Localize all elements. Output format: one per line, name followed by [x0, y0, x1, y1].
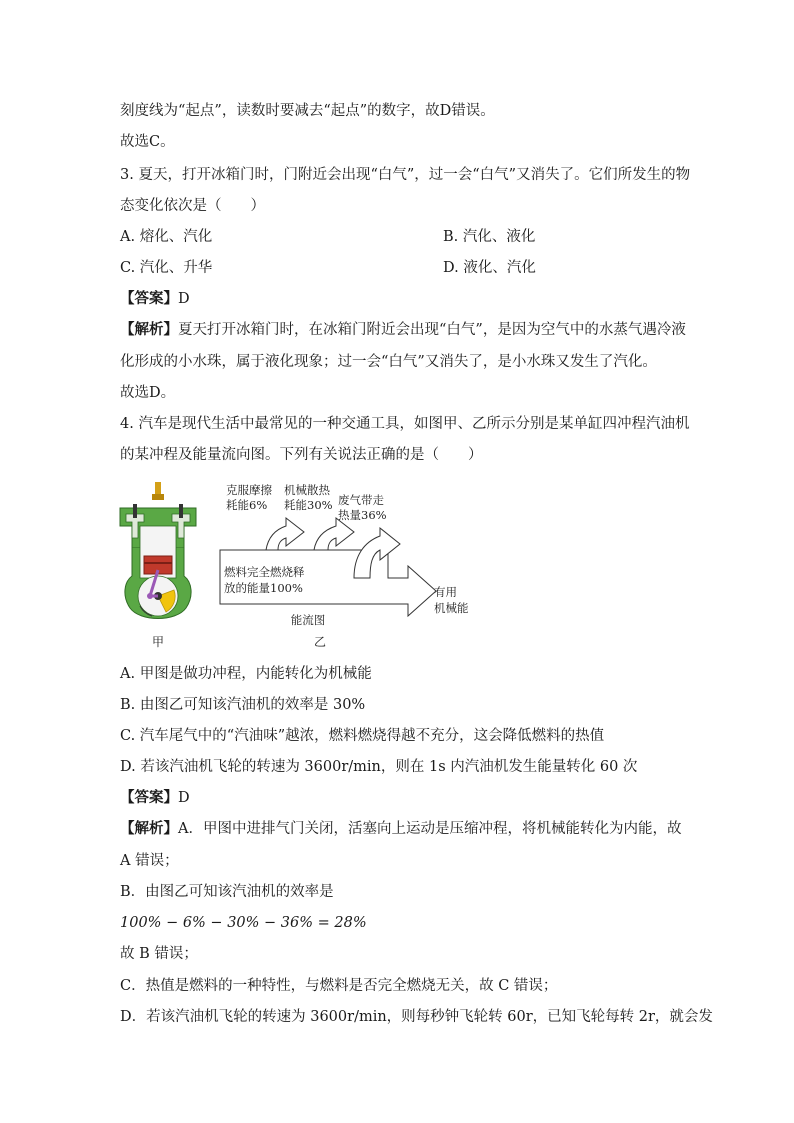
option-d: D. 若该汽油机飞轮的转速为 3600r/min，则在 1s 内汽油机发生能量转化 60 次	[120, 759, 638, 775]
option-a: A. 甲图是做功冲程，内能转化为机械能	[120, 666, 372, 682]
explanation-4: B．由图乙可知该汽油机的效率是	[120, 884, 334, 900]
text-line: 故选C。	[120, 134, 175, 150]
output-label: 有用	[434, 585, 457, 599]
option-b: B. 由图乙可知该汽油机的效率是 30%	[120, 697, 366, 713]
question-3-stem: 3. 夏天，打开冰箱门时，门附近会出现“白气”，过一会“白气”又消失了。它们所发生的物	[120, 167, 691, 183]
formula: 100% − 6% − 30% − 36% = 28%	[120, 915, 367, 931]
explanation-4: A 错误；	[120, 853, 179, 869]
loss-exhaust-value: 热量36%	[338, 508, 387, 522]
answer-tag: 【答案】	[120, 290, 178, 307]
output-label: 机械能	[434, 601, 469, 615]
question-4-stem: 4. 汽车是现代生活中最常见的一种交通工具，如图甲、乙所示分别是某单缸四冲程汽油机	[120, 416, 690, 432]
explanation-text: A．甲图中进排气门关闭，活塞向上运动是压缩冲程，将机械能转化为内能，故	[178, 821, 682, 837]
input-energy-label: 燃料完全燃烧释	[224, 565, 305, 579]
loss-friction-value: 耗能6%	[226, 498, 268, 512]
question-4-stem: 的某冲程及能量流向图。下列有关说法正确的是（ ）	[120, 447, 483, 463]
loss-cooling-label: 机械散热	[284, 483, 330, 497]
option-d: D. 液化、汽化	[443, 260, 536, 276]
loss-cooling-value: 耗能30%	[284, 498, 333, 512]
loss-exhaust-label: 废气带走	[338, 493, 384, 507]
explanation-4: C．热值是燃料的一种特性，与燃料是否完全燃烧无关，故 C 错误；	[120, 978, 558, 994]
option-a: A. 熔化、汽化	[120, 229, 213, 245]
option-c: C. 汽化、升华	[120, 260, 213, 276]
figure-label-yi: 乙	[313, 635, 327, 649]
answer-value: D	[178, 291, 190, 307]
explanation-3	[120, 320, 686, 340]
explanation-tag: 【解析】	[120, 820, 178, 837]
selection-3: 故选D。	[120, 385, 176, 401]
option-b: B. 汽化、液化	[443, 229, 536, 245]
loss-friction-label: 克服摩擦	[226, 483, 272, 497]
explanation-3: 化形成的小水珠，属于液化现象；过一会“白气”又消失了，是小水珠又发生了汽化。	[120, 354, 657, 370]
answer-value: D	[178, 790, 190, 806]
text-line: 刻度线为“起点”，读数时要减去“起点”的数字，故D错误。	[120, 103, 495, 119]
answer-3	[120, 289, 190, 309]
energy-flow-diagram	[220, 483, 469, 649]
input-energy-value: 放的能量100%	[224, 581, 303, 595]
figure-label-jia: 甲	[151, 635, 165, 649]
engine-energy-figure	[118, 478, 478, 653]
answer-4	[120, 788, 190, 808]
answer-tag: 【答案】	[120, 789, 178, 806]
engine-diagram	[120, 482, 196, 649]
figure-caption: 能流图	[290, 613, 326, 627]
explanation-4	[120, 819, 681, 839]
question-3-stem: 态变化依次是（ ）	[120, 198, 265, 214]
explanation-text: 夏天打开冰箱门时，在冰箱门附近会出现“白气”，是因为空气中的水蒸气遇冷液	[178, 322, 686, 338]
explanation-4: D．若该汽油机飞轮的转速为 3600r/min，则每秒钟飞轮转 60r，已知飞轮每转 2r，就会发	[120, 1009, 713, 1025]
option-c: C. 汽车尾气中的“汽油味”越浓，燃料燃烧得越不充分，这会降低燃料的热值	[120, 728, 605, 744]
explanation-4: 故 B 错误；	[120, 946, 198, 962]
explanation-tag: 【解析】	[120, 321, 178, 338]
